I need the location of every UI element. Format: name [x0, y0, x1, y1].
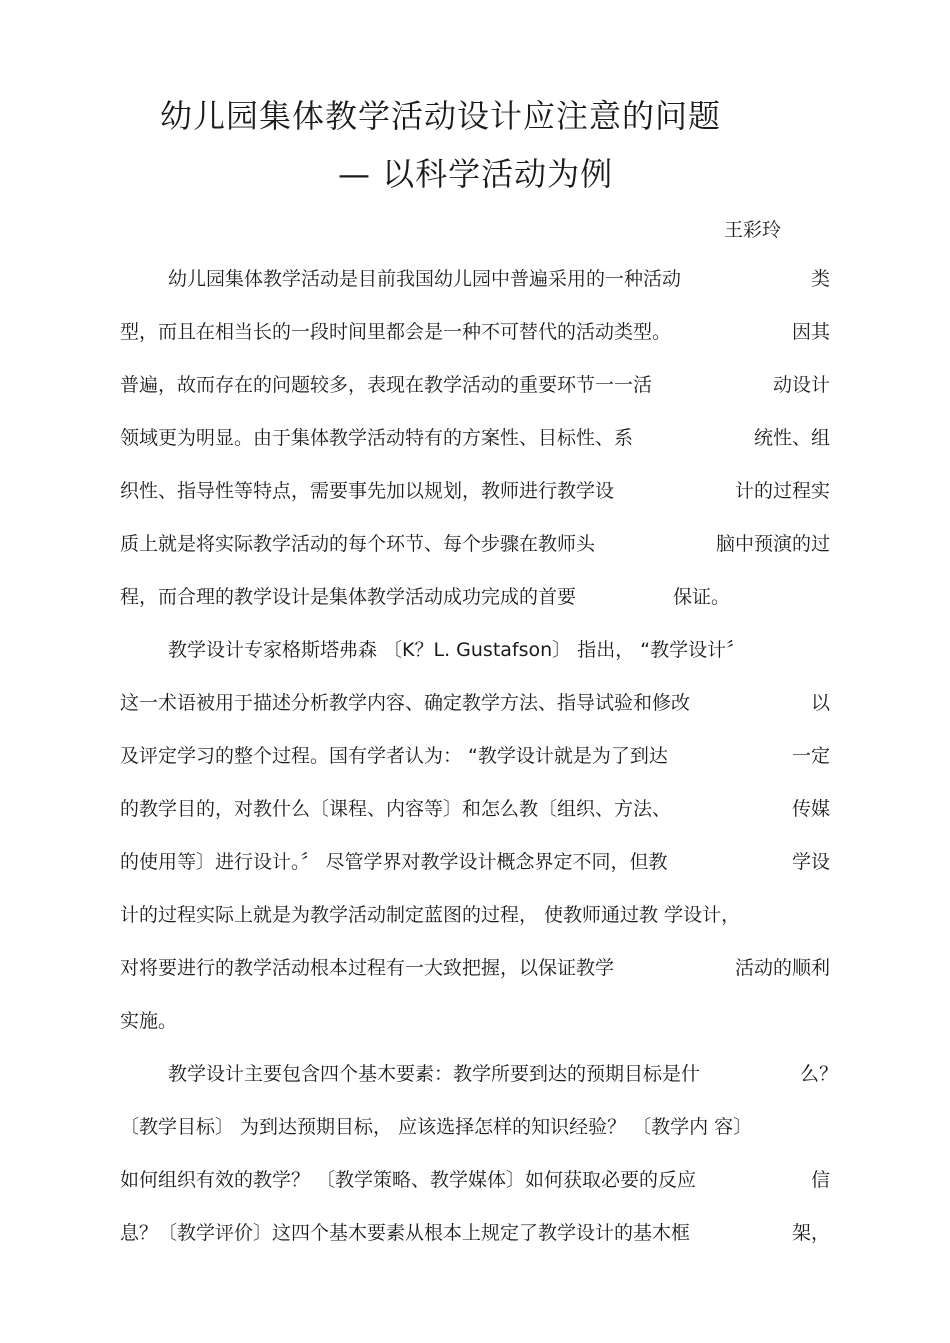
text-line — [120, 370, 830, 400]
text-line-main: 教学设计专家格斯塔弗森 〔K？L. Gustafson〕 指出， “教学设计〞 — [168, 639, 746, 661]
text-line — [120, 688, 830, 718]
text-line-tail: 类 — [810, 268, 830, 290]
text-line-tail: 保证。 — [672, 586, 730, 608]
text-line — [120, 1059, 838, 1089]
text-line-main: 幼儿园集体教学活动是目前我国幼儿园中普遍采用的一种活动 — [168, 268, 682, 290]
text-line-main: 计的过程实际上就是为教学活动制定蓝图的过程， 使教师通过教 学设计， — [120, 904, 741, 926]
text-line — [120, 741, 830, 771]
text-line — [120, 953, 830, 983]
text-line-main: 对将要进行的教学活动根本过程有一大致把握，以保证教学 — [120, 957, 615, 979]
text-line-main: 织性、指导性等特点，需要事先加以规划，教师进行教学设 — [120, 480, 615, 502]
document-subtitle: — 以科学活动为例 — [338, 155, 614, 193]
text-line-tail: 一定 — [791, 745, 830, 767]
text-line-tail: 动设计 — [772, 374, 830, 396]
text-line-main: 程，而合理的教学设计是集体教学活动成功完成的首要 — [120, 586, 577, 608]
text-line — [120, 847, 830, 877]
text-line-main: 领域更为明显。由于集体教学活动特有的方案性、目标性、系 — [120, 427, 634, 449]
text-line-tail: 信 — [810, 1169, 830, 1191]
text-line — [120, 1218, 830, 1248]
text-line — [120, 317, 830, 347]
text-line-tail: 架， — [791, 1222, 830, 1244]
text-line-tail: 活动的顺利 — [734, 957, 830, 979]
author-name: 王彩玲 — [724, 219, 782, 241]
text-line-main: 〔教学目标〕 为到达预期目标， 应该选择怎样的知识经验？ 〔教学内 容〕 — [120, 1116, 753, 1138]
text-line-main: 息？〔教学评价〕这四个基木要素从根本上规定了教学设计的基木框 — [120, 1222, 691, 1244]
text-line-main: 的教学目的，对教什么〔课程、内容等〕和怎么教〔组织、方法、 — [120, 798, 672, 820]
text-line-tail: 传媒 — [791, 798, 830, 820]
text-line — [120, 476, 830, 506]
text-line — [120, 423, 830, 453]
text-line — [120, 264, 830, 294]
text-line — [120, 1006, 830, 1036]
text-line-main: 质上就是将实际教学活动的每个环节、每个步骤在教师头 — [120, 533, 596, 555]
text-line-main: 教学设计主要包含四个基木要素：教学所要到达的预期目标是什 — [168, 1063, 701, 1085]
text-line — [120, 794, 830, 824]
text-line-main: 这一术语被用于描述分析教学内容、确定教学方法、指导试验和修改 — [120, 692, 691, 714]
text-line-tail: 以 — [810, 692, 830, 714]
text-line-tail: 么？ — [799, 1063, 838, 1085]
document-title: 幼儿园集体教学活动设计应注意的问题 — [160, 97, 722, 135]
text-line-tail: 计的过程实 — [734, 480, 830, 502]
text-line — [120, 900, 830, 930]
text-line-main: 及评定学习的整个过程。国有学者认为： “教学设计就是为了到达 — [120, 745, 668, 767]
text-line — [120, 582, 830, 612]
text-line — [120, 1112, 830, 1142]
text-line-main: 普遍，故而存在的问题较多，表现在教学活动的重要环节一一活 — [120, 374, 653, 396]
text-line — [120, 635, 830, 665]
text-line-tail: 学设 — [791, 851, 830, 873]
text-line-tail: 统性、组 — [753, 427, 830, 449]
text-line-main: 实施。 — [120, 1010, 178, 1032]
text-line-tail: 因其 — [791, 321, 830, 343]
text-line-tail: 脑中预演的过 — [715, 533, 830, 555]
text-line-main: 如何组织有效的教学？ 〔教学策略、教学媒体〕如何获取必要的反应 — [120, 1169, 697, 1191]
text-line-main: 的使用等〕进行设计。〞 尽管学界对教学设计概念界定不同，但教 — [120, 851, 668, 873]
text-line — [120, 1165, 830, 1195]
text-line — [120, 529, 830, 559]
text-line-main: 型，而且在相当长的一段时间里都会是一种不可替代的活动类型。 — [120, 321, 672, 343]
